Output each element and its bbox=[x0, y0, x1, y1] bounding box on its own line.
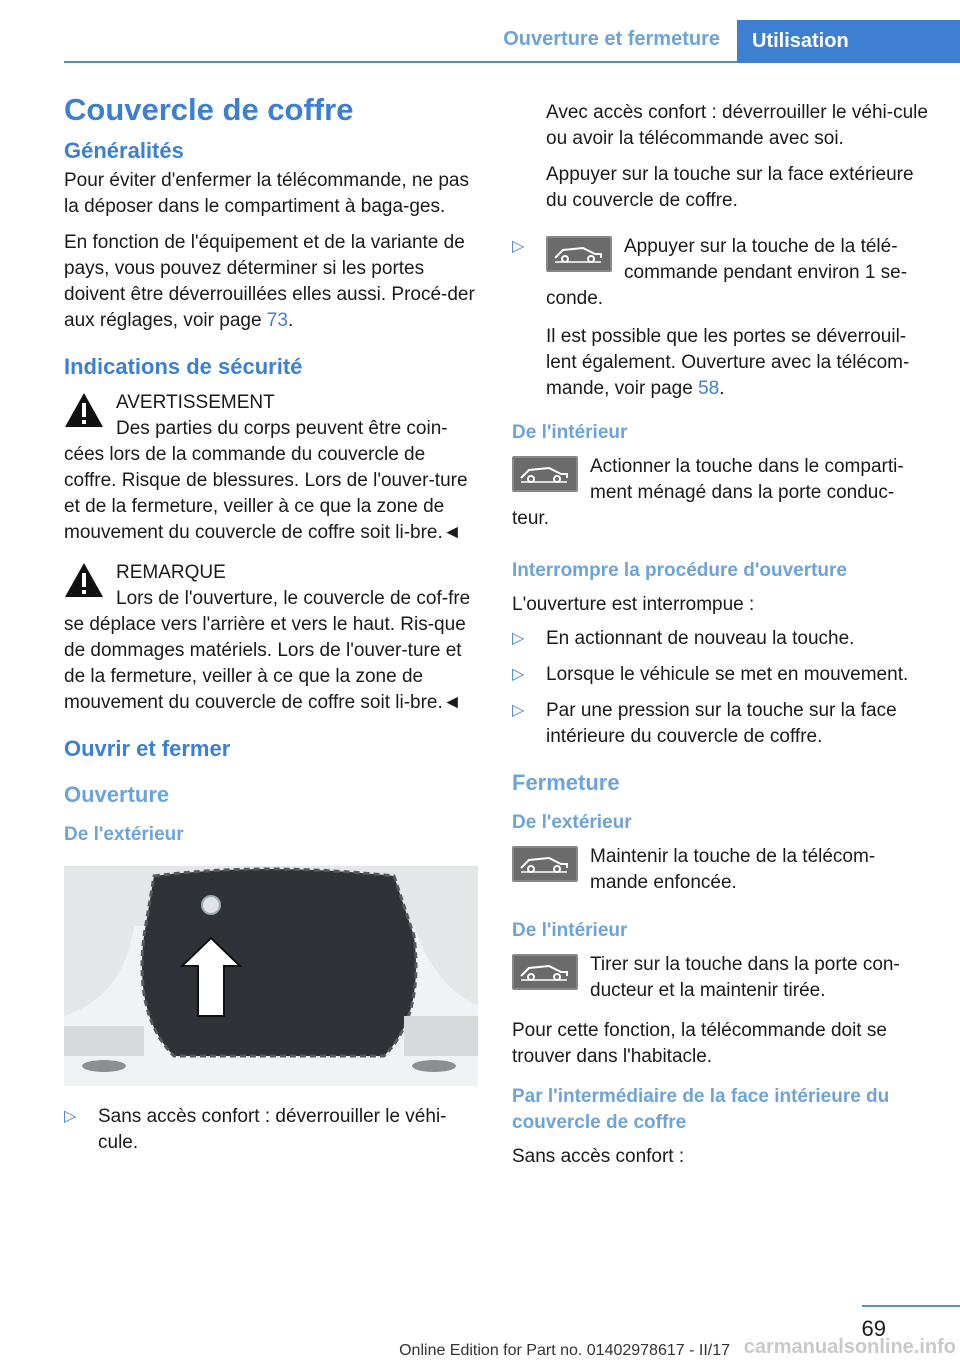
heading-ouvrir-fermer: Ouvrir et fermer bbox=[64, 736, 231, 761]
trunk-button-icon bbox=[546, 236, 612, 272]
page-title: Couvercle de coffre bbox=[64, 92, 354, 127]
remote-button-row bbox=[546, 234, 930, 312]
heading-fermeture: Fermeture bbox=[512, 770, 620, 795]
interrompre-item bbox=[512, 626, 930, 652]
header-tab: Utilisation bbox=[737, 20, 960, 63]
header-section: Ouverture et fermeture bbox=[503, 28, 720, 50]
heading-interieur: De l'intérieur bbox=[512, 422, 628, 443]
edition-text: Online Edition for Part no. 01402978617 - II/17 bbox=[399, 1342, 730, 1359]
bullet-triangle-icon: ▷ bbox=[512, 702, 525, 719]
bullet-telecommande-text: Appuyer sur la touche de la télé-commande pendant environ 1 se-conde. bbox=[546, 236, 908, 309]
generalites-text: En fonction de l'équipement et de la variante de pays, vous pouvez déterminer si les portes doivent être déverrouillées elles aussi. Procé-der aux réglages, voir page bbox=[64, 232, 475, 331]
heading-exterieur: De l'extérieur bbox=[64, 824, 184, 845]
heading-f-interieur: De l'intérieur bbox=[512, 920, 628, 941]
heading-securite: Indications de sécurité bbox=[64, 354, 303, 379]
trunk-photo bbox=[64, 866, 478, 1086]
para-appuyer-face bbox=[512, 162, 930, 214]
bullet-triangle-icon: ▷ bbox=[512, 630, 525, 647]
interrompre-intro: L'ouverture est interrompue : bbox=[512, 594, 755, 615]
footer-rule bbox=[862, 1305, 960, 1307]
f-interieur-text: Tirer sur la touche dans la porte con-ducteur et la maintenir tirée. bbox=[590, 954, 900, 1001]
note-block bbox=[64, 560, 478, 716]
heading-ouverture: Ouverture bbox=[64, 782, 170, 807]
para-avec-acces bbox=[512, 100, 930, 152]
bullet-triangle-icon: ▷ bbox=[64, 1108, 77, 1125]
generalites-paragraph-2: En fonction de l'équipement et de la variante de pays, vous pouvez déterminer si les portes doivent être déverrouillées elles aussi. Procé-der aux réglages, voir page 73. bbox=[64, 232, 475, 331]
para-fonction: Pour cette fonction, la télécommande doit se trouver dans l'habitacle. bbox=[512, 1020, 887, 1067]
para-appuyer-face-text: Appuyer sur la touche sur la face extérieure du couvercle de coffre. bbox=[546, 164, 914, 211]
bullet-telecommande bbox=[512, 234, 930, 312]
bullet-sans-acces-text: Sans accès confort : déverrouiller le véhi-cule. bbox=[98, 1106, 447, 1153]
trunk-button-icon bbox=[512, 846, 578, 882]
interior-button-row bbox=[512, 454, 930, 532]
interrompre-item bbox=[512, 662, 930, 688]
bullet-triangle-icon: ▷ bbox=[512, 238, 525, 255]
heading-generalites: Généralités bbox=[64, 138, 184, 163]
heading-intermediaire: Par l'intermédiaire de la face intérieure du couvercle de coffre bbox=[512, 1086, 890, 1133]
bullet-triangle-icon: ▷ bbox=[512, 666, 525, 683]
bullet-sans-acces bbox=[64, 1104, 478, 1156]
para-avec-acces-text: Avec accès confort : déverrouiller le véhi-cule ou avoir la télécommande avec soi. bbox=[546, 102, 928, 149]
warning-triangle-icon bbox=[64, 562, 104, 598]
generalites-paragraph-1: Pour éviter d'enfermer la télécommande, ne pas la déposer dans le compartiment à baga-ges. bbox=[64, 170, 469, 217]
left-column bbox=[64, 92, 478, 1166]
close-remote-button-row bbox=[512, 844, 930, 896]
heading-interrompre: Interrompre la procédure d'ouverture bbox=[512, 560, 847, 581]
page-link-73[interactable]: 73 bbox=[266, 310, 288, 331]
trunk-button-icon bbox=[512, 954, 578, 990]
note-text: Lors de l'ouverture, le couvercle de cof-fre se déplace vers l'arrière et vers le haut. Ris-que de dommages matériels. Lors de l'ouver-ture et de la fermeture, veiller à ce que la zone de mouvement du couvercle de coffre soit li-bre.◄ bbox=[64, 588, 471, 713]
para-portes: Il est possible que les portes se déverrouil-lent également. Ouverture avec la télécom-mande, voir page 58. bbox=[546, 326, 910, 399]
para-portes-text: Il est possible que les portes se déverrouil-lent également. Ouverture avec la télécom-mande, voir page bbox=[546, 326, 910, 399]
interrompre-item-text: Par une pression sur la touche sur la face intérieure du couvercle de coffre. bbox=[546, 700, 897, 747]
warning-block bbox=[64, 390, 478, 546]
page-number: 69 bbox=[861, 1316, 886, 1341]
warning-text: Des parties du corps peuvent être coin-cées lors de la commande du couvercle de coffre. Risque de blessures. Lors de l'ouver-ture et de la fermeture, veiller à ce que la zone de mouvement du couvercle de coffre soit li-bre.◄ bbox=[64, 418, 468, 543]
trunk-button-icon bbox=[512, 456, 578, 492]
interieur-text: Actionner la touche dans le comparti-ment ménagé dans la porte conduc-teur. bbox=[512, 456, 904, 529]
heading-f-exterieur: De l'extérieur bbox=[512, 812, 632, 833]
page-link-58[interactable]: 58 bbox=[698, 378, 720, 399]
interrompre-item-text: Lorsque le véhicule se met en mouvement. bbox=[546, 664, 909, 685]
interrompre-item bbox=[512, 698, 930, 750]
note-label: REMARQUE bbox=[116, 562, 226, 583]
interrompre-item-text: En actionnant de nouveau la touche. bbox=[546, 628, 855, 649]
close-interior-button-row bbox=[512, 952, 930, 1004]
right-column bbox=[512, 100, 930, 1180]
f-exterieur-text: Maintenir la touche de la télécom-mande enfoncée. bbox=[590, 846, 876, 893]
trunk-illustration bbox=[64, 866, 478, 1086]
para-sans-acces: Sans accès confort : bbox=[512, 1146, 685, 1167]
warning-triangle-icon bbox=[64, 392, 104, 428]
watermark: carmanualsonline.info bbox=[743, 1336, 956, 1358]
warning-label: AVERTISSEMENT bbox=[116, 392, 275, 413]
